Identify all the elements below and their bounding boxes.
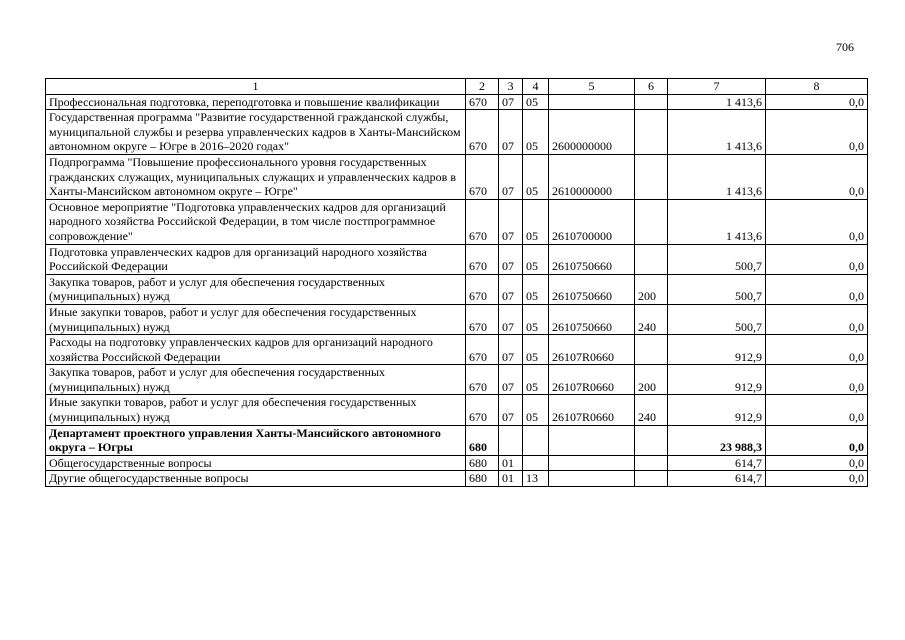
column-header: 1 <box>46 79 466 95</box>
cell-vr <box>635 244 668 274</box>
row-name: Общегосударственные вопросы <box>46 455 466 471</box>
cell-csr <box>549 455 635 471</box>
cell-pr <box>523 455 549 471</box>
cell-vr <box>635 425 668 455</box>
cell-ved: 670 <box>466 94 499 110</box>
row-name: Подготовка управленческих кадров для организаций народного хозяйства Российской Федерации <box>46 244 466 274</box>
cell-rz: 01 <box>499 471 523 487</box>
column-header: 5 <box>549 79 635 95</box>
cell-amount: 614,7 <box>668 455 766 471</box>
cell-vr <box>635 199 668 244</box>
cell-amount: 500,7 <box>668 274 766 304</box>
table-row <box>46 154 868 199</box>
header-row <box>46 79 868 95</box>
cell-amount-2: 0,0 <box>766 274 868 304</box>
cell-vr <box>635 154 668 199</box>
cell-amount-2: 0,0 <box>766 154 868 199</box>
cell-rz: 07 <box>499 94 523 110</box>
column-header: 2 <box>466 79 499 95</box>
cell-rz: 07 <box>499 335 523 365</box>
cell-pr: 05 <box>523 199 549 244</box>
cell-amount-2: 0,0 <box>766 455 868 471</box>
cell-vr <box>635 94 668 110</box>
column-header: 6 <box>635 79 668 95</box>
cell-pr: 05 <box>523 365 549 395</box>
cell-csr: 26107R0660 <box>549 335 635 365</box>
row-name: Иные закупки товаров, работ и услуг для обеспечения государственных (муниципальных) нужд <box>46 304 466 334</box>
cell-vr <box>635 110 668 155</box>
cell-csr: 26107R0660 <box>549 395 635 425</box>
cell-amount: 1 413,6 <box>668 154 766 199</box>
table-row <box>46 110 868 155</box>
cell-csr: 2610000000 <box>549 154 635 199</box>
row-name: Департамент проектного управления Ханты-Мансийского автономного округа – Югры <box>46 425 466 455</box>
cell-pr: 05 <box>523 304 549 334</box>
cell-vr <box>635 335 668 365</box>
cell-amount: 912,9 <box>668 335 766 365</box>
row-name: Подпрограмма "Повышение профессионального уровня государственных гражданских служащих, муниципальных служащих и управленческих кадров в Ханты-Мансийском автономном округе – Югре" <box>46 154 466 199</box>
row-name: Другие общегосударственные вопросы <box>46 471 466 487</box>
cell-pr: 05 <box>523 274 549 304</box>
table-row <box>46 471 868 487</box>
row-name: Закупка товаров, работ и услуг для обеспечения государственных (муниципальных) нужд <box>46 274 466 304</box>
cell-rz: 07 <box>499 395 523 425</box>
cell-amount: 912,9 <box>668 365 766 395</box>
cell-amount-2: 0,0 <box>766 335 868 365</box>
table-row <box>46 199 868 244</box>
cell-vr: 240 <box>635 395 668 425</box>
column-header: 3 <box>499 79 523 95</box>
table-row <box>46 335 868 365</box>
cell-amount-2: 0,0 <box>766 199 868 244</box>
cell-ved: 680 <box>466 471 499 487</box>
cell-amount-2: 0,0 <box>766 425 868 455</box>
cell-csr: 2610700000 <box>549 199 635 244</box>
row-name: Закупка товаров, работ и услуг для обеспечения государственных (муниципальных) нужд <box>46 365 466 395</box>
row-name: Расходы на подготовку управленческих кадров для организаций народного хозяйства Российской Федерации <box>46 335 466 365</box>
cell-csr: 2610750660 <box>549 304 635 334</box>
cell-pr <box>523 425 549 455</box>
cell-amount: 500,7 <box>668 304 766 334</box>
row-name: Государственная программа "Развитие государственной гражданской службы, муниципальной службы и резерва управленческих кадров в Ханты-Мансийском автономном округе – Югре в 2016–2020 годах" <box>46 110 466 155</box>
cell-amount-2: 0,0 <box>766 244 868 274</box>
cell-amount: 614,7 <box>668 471 766 487</box>
cell-ved: 670 <box>466 199 499 244</box>
cell-csr: 26107R0660 <box>549 365 635 395</box>
cell-ved: 670 <box>466 274 499 304</box>
cell-rz: 07 <box>499 154 523 199</box>
cell-amount: 23 988,3 <box>668 425 766 455</box>
cell-ved: 670 <box>466 395 499 425</box>
cell-rz: 07 <box>499 110 523 155</box>
table-row <box>46 244 868 274</box>
table-row <box>46 365 868 395</box>
cell-vr <box>635 471 668 487</box>
cell-amount-2: 0,0 <box>766 395 868 425</box>
table-row <box>46 395 868 425</box>
cell-pr: 05 <box>523 395 549 425</box>
cell-amount: 912,9 <box>668 395 766 425</box>
cell-vr: 200 <box>635 365 668 395</box>
cell-pr: 05 <box>523 110 549 155</box>
cell-ved: 670 <box>466 110 499 155</box>
cell-amount-2: 0,0 <box>766 94 868 110</box>
cell-csr <box>549 471 635 487</box>
cell-vr: 200 <box>635 274 668 304</box>
cell-rz: 07 <box>499 199 523 244</box>
column-header: 8 <box>766 79 868 95</box>
cell-amount: 1 413,6 <box>668 110 766 155</box>
cell-rz: 07 <box>499 304 523 334</box>
cell-pr: 13 <box>523 471 549 487</box>
cell-ved: 670 <box>466 335 499 365</box>
table-row <box>46 455 868 471</box>
cell-rz <box>499 425 523 455</box>
cell-pr: 05 <box>523 154 549 199</box>
cell-csr <box>549 425 635 455</box>
cell-amount-2: 0,0 <box>766 365 868 395</box>
table-row <box>46 274 868 304</box>
table-row <box>46 304 868 334</box>
cell-csr: 2610750660 <box>549 274 635 304</box>
cell-amount: 500,7 <box>668 244 766 274</box>
cell-ved: 670 <box>466 154 499 199</box>
table-row <box>46 425 868 455</box>
cell-pr: 05 <box>523 94 549 110</box>
table-row <box>46 94 868 110</box>
budget-table <box>45 78 868 487</box>
cell-csr <box>549 94 635 110</box>
cell-amount: 1 413,6 <box>668 94 766 110</box>
cell-pr: 05 <box>523 244 549 274</box>
cell-ved: 670 <box>466 244 499 274</box>
column-header: 4 <box>523 79 549 95</box>
column-header: 7 <box>668 79 766 95</box>
row-name: Иные закупки товаров, работ и услуг для обеспечения государственных (муниципальных) нужд <box>46 395 466 425</box>
row-name: Профессиональная подготовка, переподготовка и повышение квалификации <box>46 94 466 110</box>
cell-vr: 240 <box>635 304 668 334</box>
cell-csr: 2610750660 <box>549 244 635 274</box>
cell-amount-2: 0,0 <box>766 471 868 487</box>
cell-ved: 680 <box>466 455 499 471</box>
cell-amount: 1 413,6 <box>668 199 766 244</box>
cell-rz: 01 <box>499 455 523 471</box>
cell-rz: 07 <box>499 274 523 304</box>
cell-csr: 2600000000 <box>549 110 635 155</box>
row-name: Основное мероприятие "Подготовка управленческих кадров для организаций народного хозяйства Российской Федерации, в том числе постпрограммное сопровождение" <box>46 199 466 244</box>
page-number: 706 <box>836 40 854 54</box>
cell-rz: 07 <box>499 244 523 274</box>
cell-amount-2: 0,0 <box>766 304 868 334</box>
cell-vr <box>635 455 668 471</box>
cell-ved: 680 <box>466 425 499 455</box>
cell-amount-2: 0,0 <box>766 110 868 155</box>
cell-rz: 07 <box>499 365 523 395</box>
cell-ved: 670 <box>466 365 499 395</box>
cell-ved: 670 <box>466 304 499 334</box>
cell-pr: 05 <box>523 335 549 365</box>
